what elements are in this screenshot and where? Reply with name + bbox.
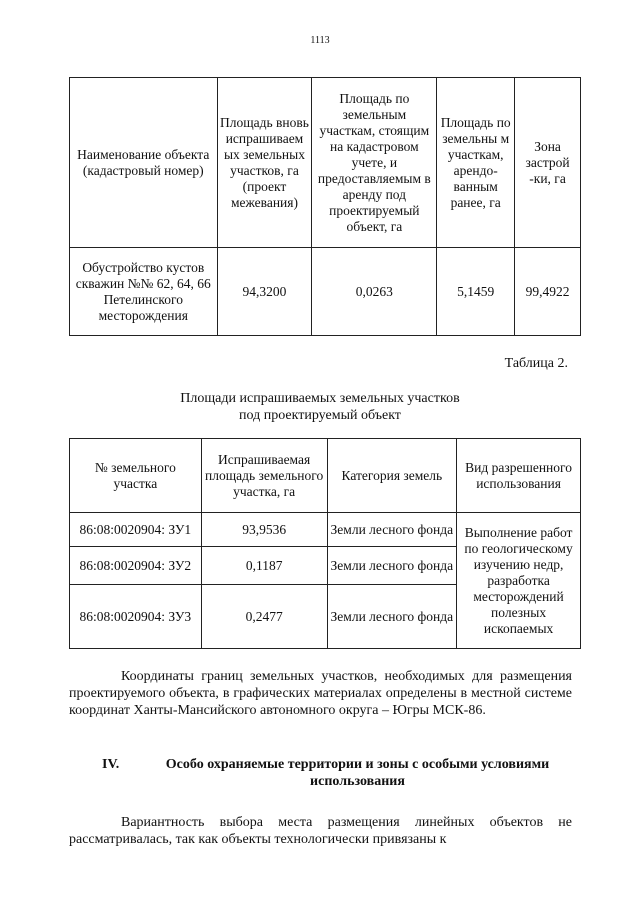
coordinates-paragraph: Координаты границ земельных участков, необходимых для размещения проектируемого объекта, в графических материалах определены в местной системе координат Ханты-Мансийского автономного округа – Югры МСК-86.	[69, 669, 572, 718]
object-name: Обустройство кустов скважин №№ 62, 64, 66 Петелинского месторождения	[70, 248, 218, 336]
plot-category: Земли лесного фонда	[327, 547, 457, 585]
new-area-value: 94,3200	[217, 248, 312, 336]
table-row	[70, 513, 581, 547]
section-heading	[69, 756, 572, 790]
header-object-name: Наименование объекта (кадастровый номер)	[70, 78, 218, 248]
table-row	[70, 248, 581, 336]
header-leased-area: Площадь по земельны м участкам, арендо-ванным ранее, га	[437, 78, 515, 248]
plot-category: Земли лесного фонда	[327, 585, 457, 649]
plot-number: 86:08:0020904: ЗУ3	[70, 585, 202, 649]
table-header-row	[70, 439, 581, 513]
plot-number: 86:08:0020904: ЗУ1	[70, 513, 202, 547]
section-title: Особо охраняемые территории и зоны с особыми условиями использования	[165, 757, 550, 789]
plot-area: 93,9536	[201, 513, 327, 547]
section-number: IV.	[102, 757, 120, 772]
plot-area: 0,1187	[201, 547, 327, 585]
land-plots-table	[69, 438, 581, 649]
usage-type: Выполнение работ по геологическому изучению недр, разработка месторождений полезных ископаемых	[457, 513, 581, 649]
leased-area-value: 5,1459	[437, 248, 515, 336]
header-new-area: Площадь вновь испрашиваем ых земельных участков, га (проект межевания)	[217, 78, 312, 248]
table2-title-line1: Площади испрашиваемых земельных участков	[180, 391, 460, 406]
header-plot-number: № земельного участка	[70, 439, 202, 513]
header-land-category: Категория земель	[327, 439, 457, 513]
header-building-zone: Зона застрой -ки, га	[515, 78, 581, 248]
header-requested-area: Испрашиваемая площадь земельного участка, га	[201, 439, 327, 513]
building-zone-value: 99,4922	[515, 248, 581, 336]
variant-paragraph: Вариантность выбора места размещения линейных объектов не рассматривалась, так как объекты технологически привязаны к	[69, 815, 572, 847]
header-cadastral-area: Площадь по земельным участкам, стоящим на кадастровом учете, и предоставляемым в аренду под проектируемый объект, га	[312, 78, 437, 248]
plot-number: 86:08:0020904: ЗУ2	[70, 547, 202, 585]
table2-label: Таблица 2.	[504, 356, 568, 371]
table-header-row	[70, 78, 581, 248]
header-usage-type: Вид разрешенного использования	[457, 439, 581, 513]
cadastral-area-value: 0,0263	[312, 248, 437, 336]
plot-category: Земли лесного фонда	[327, 513, 457, 547]
page-number: 1113	[310, 35, 330, 46]
table2-title	[0, 390, 640, 424]
table2-title-line2: под проектируемый объект	[239, 408, 401, 423]
object-area-table	[69, 77, 581, 336]
plot-area: 0,2477	[201, 585, 327, 649]
